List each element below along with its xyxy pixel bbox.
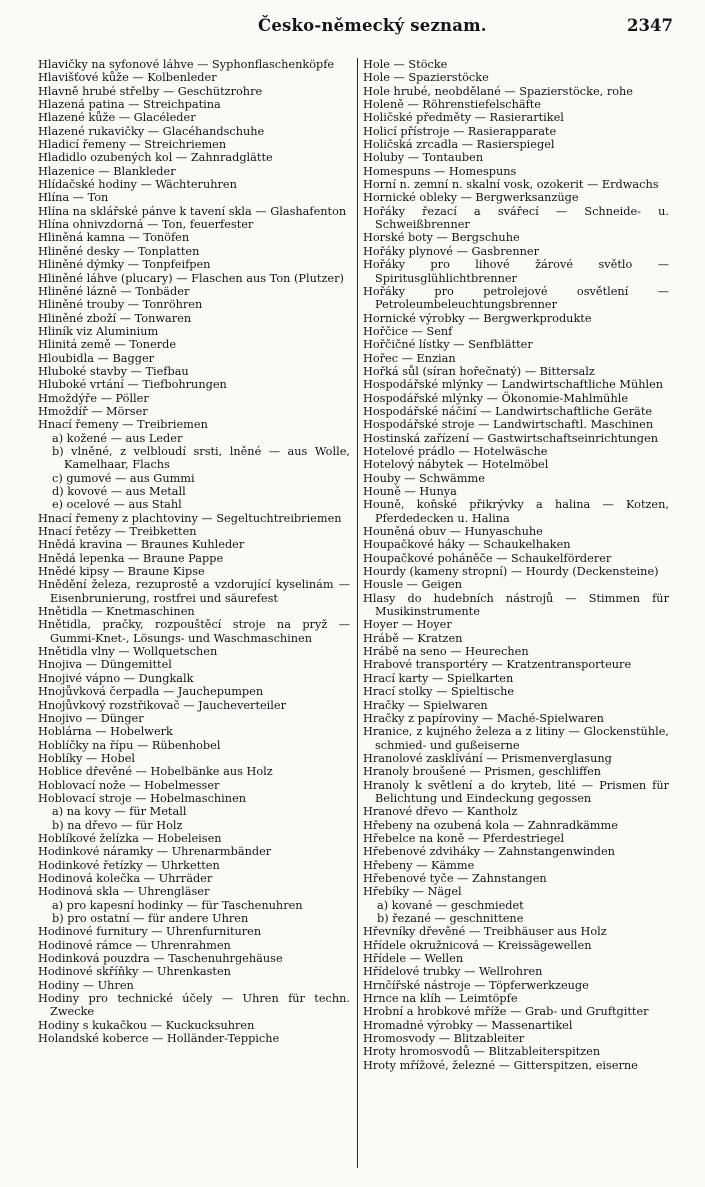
index-entry: Hrobní a hrobkové mříže — Grab- und Gruftgitter bbox=[363, 1005, 649, 1019]
index-entry: Holičské předměty — Rasierartikel bbox=[363, 111, 564, 125]
index-entry: Hlazené rukavičky — Glacéhandschuhe bbox=[38, 124, 265, 138]
index-entry: Hranoly broušené — Prismen, geschliffen bbox=[363, 765, 602, 779]
index-entry: Hodinkové řetízky — Uhrketten bbox=[38, 858, 220, 872]
index-entry: Hnědá kravina — Braunes Kuhleder bbox=[38, 538, 245, 552]
index-entry: Hřevníky dřevěné — Treibhäuser aus Holz bbox=[363, 925, 607, 939]
index-entry: Hnědá lepenka — Braune Pappe bbox=[38, 551, 224, 565]
index-entry: Houněná obuv — Hunyaschuhe bbox=[363, 525, 543, 539]
index-entry: Hodinová kolečka — Uhrräder bbox=[38, 871, 213, 885]
index-entry: Horní n. zemní n. skalní vosk, ozokerit — Erdwachs bbox=[363, 178, 659, 192]
index-entry: Hranolové zasklívání — Prismenverglasung bbox=[363, 751, 612, 765]
index-entry: Hotelové prádlo — Hotelwäsche bbox=[363, 444, 548, 458]
index-entry: Hodinové skříňky — Uhrenkasten bbox=[38, 965, 231, 979]
index-entry: Hořáky plynové — Gasbrenner bbox=[363, 244, 539, 258]
index-entry: Hnětidla — Knetmaschinen bbox=[38, 605, 195, 619]
index-entry: Hoblárna — Hobelwerk bbox=[38, 725, 173, 739]
index-entry: Hospodářské mlýnky — Ökonomie-Mahlmühle bbox=[363, 391, 629, 405]
index-entry: Hlavišťové kůže — Kolbenleder bbox=[38, 71, 217, 85]
index-entry: Hračky z papíroviny — Maché-Spielwaren bbox=[363, 711, 604, 725]
index-entry: Hoblíkové želízka — Hobeleisen bbox=[38, 831, 222, 845]
index-entry: Hřídele — Wellen bbox=[363, 952, 464, 966]
page-title: Česko-německý seznam. bbox=[258, 16, 487, 35]
index-entry: Hliněné zboží — Tonwaren bbox=[38, 311, 192, 325]
index-entry: b) řezané — geschnittene bbox=[377, 912, 524, 925]
index-entry: Housle — Geigen bbox=[363, 578, 463, 592]
index-entry: Hroty mřížové, železné — Gitterspitzen, eiserne bbox=[363, 1058, 638, 1072]
index-entry: Hnědění železa, rezuprostě a vzdorující kyselinám — Eisenbrunierung, rostfrei und säurefest bbox=[38, 578, 350, 605]
index-entry: Hliněné desky — Tonplatten bbox=[38, 244, 200, 258]
index-entry: Hole — Stöcke bbox=[363, 58, 448, 71]
index-entry: Hořáky pro petrolejové osvětlení — Petroleumbeleuchtungsbrenner bbox=[363, 284, 669, 312]
index-entry: Hromosvody — Blitzableiter bbox=[363, 1032, 525, 1046]
index-entry: Holeně — Röhrenstiefelschäfte bbox=[363, 98, 541, 112]
index-entry: Hranové dřevo — Kantholz bbox=[363, 805, 518, 819]
index-entry: Hrabové transportéry — Kratzentransporteure bbox=[363, 658, 632, 672]
index-entry: Hladicí řemeny — Streichriemen bbox=[38, 138, 227, 152]
index-entry: Hostinská zařízení — Gastwirtschaftseinrichtungen bbox=[363, 431, 658, 445]
index-entry: Hliněné trouby — Tonröhren bbox=[38, 298, 203, 312]
index-entry: Hlídačské hodiny — Wächteruhren bbox=[38, 178, 237, 192]
index-entry: Houpačkové poháněče — Schaukelförderer bbox=[363, 551, 612, 565]
index-entry: Hlazené kůže — Glacéleder bbox=[38, 111, 196, 125]
index-entry: Hoblovací nože — Hobelmesser bbox=[38, 778, 220, 792]
index-entry: Hřebíky — Nägel bbox=[363, 885, 462, 899]
index-entry: Holicí přístroje — Rasierapparate bbox=[363, 124, 557, 138]
index-entry: Hořec — Enzian bbox=[363, 351, 456, 365]
index-entry: Hornické výrobky — Bergwerkprodukte bbox=[363, 311, 592, 325]
index-entry: Hourdy (kameny stropní) — Hourdy (Deckensteine) bbox=[363, 565, 659, 579]
index-entry: Hospodářské náčiní — Landwirtschaftliche Geräte bbox=[363, 404, 653, 418]
index-entry: Hlína — Ton bbox=[38, 191, 109, 205]
index-entry: Hřídele okružnicová — Kreissägewellen bbox=[363, 938, 592, 952]
index-entry: Hrábě — Kratzen bbox=[363, 631, 463, 645]
index-entry: c) gumové — aus Gummi bbox=[52, 471, 195, 485]
index-entry: Hmoždíř — Mörser bbox=[38, 404, 148, 418]
index-entry: d) kovové — aus Metall bbox=[52, 485, 186, 498]
index-entry: Homespuns — Homespuns bbox=[363, 164, 517, 178]
right-column bbox=[363, 58, 669, 1072]
index-entry: Hlazená patina — Streichpatina bbox=[38, 98, 221, 112]
index-entry: Hodinková pouzdra — Taschenuhrgehäuse bbox=[38, 952, 283, 966]
index-entry: Hromadné výrobky — Massenartikel bbox=[363, 1018, 573, 1032]
index-entry: Hliník viz Aluminium bbox=[38, 324, 159, 338]
index-entry: Hlasy do hudebních nástrojů — Stimmen für Musikinstrumente bbox=[363, 591, 669, 619]
index-entry: Hřebeny na ozubená kola — Zahnradkämme bbox=[363, 818, 618, 832]
index-entry: Hloubidla — Bagger bbox=[38, 351, 155, 365]
index-entry: Hodiny — Uhren bbox=[38, 978, 134, 992]
index-entry: Hnojiva — Düngemittel bbox=[38, 658, 172, 672]
index-entry: Hliněné dýmky — Tonpfeifpen bbox=[38, 258, 211, 272]
index-entry: Hořká sůl (síran hořečnatý) — Bittersalz bbox=[363, 364, 595, 378]
index-entry: b) na dřevo — für Holz bbox=[52, 818, 183, 832]
index-entry: Hlinitá země — Tonerde bbox=[38, 338, 177, 352]
page-number: 2347 bbox=[627, 16, 673, 35]
column-divider bbox=[357, 58, 358, 1168]
index-entry: a) kované — geschmiedet bbox=[377, 898, 524, 912]
index-entry: Hlína ohnivzdorná — Ton, feuerfester bbox=[38, 218, 254, 232]
index-entry: a) na kovy — für Metall bbox=[52, 805, 187, 819]
index-entry: Hnací řetězy — Treibketten bbox=[38, 525, 197, 539]
index-entry: Horské boty — Bergschuhe bbox=[363, 231, 520, 245]
index-entry: Hotelový nábytek — Hotelmöbel bbox=[363, 458, 549, 472]
index-entry: Hrací karty — Spielkarten bbox=[363, 671, 514, 685]
index-entry: a) kožené — aus Leder bbox=[52, 431, 183, 445]
index-entry: Hoyer — Hoyer bbox=[363, 618, 452, 632]
index-entry: Hodinkové náramky — Uhrenarmbänder bbox=[38, 845, 272, 859]
index-entry: b) pro ostatní — für andere Uhren bbox=[52, 912, 249, 925]
index-entry: Hlína na sklářské pánve k tavení skla — Glashafenton bbox=[38, 204, 347, 218]
index-entry: Hnojivé vápno — Dungkalk bbox=[38, 671, 194, 685]
index-entry: Hnojůvková čerpadla — Jauchepumpen bbox=[38, 685, 264, 699]
index-entry: Hořčice — Senf bbox=[363, 324, 453, 338]
index-entry: Hnací řemeny — Treibriemen bbox=[38, 418, 208, 432]
index-entry: Hrnce na klíh — Leimtöpfe bbox=[363, 992, 518, 1006]
index-entry: Hodiny pro technické účely — Uhren für techn. Zwecke bbox=[38, 992, 350, 1019]
index-entry: Hořáky řezací a svářecí — Schneide- u. Schweißbrenner bbox=[363, 204, 669, 232]
index-entry: Hnací řemeny z plachtoviny — Segeltuchtreibriemen bbox=[38, 511, 342, 525]
index-entry: Hnětidla, pračky, rozpouštěcí stroje na pryž — Gummi-Knet-, Lösungs- und Waschmaschinen bbox=[38, 618, 350, 645]
index-entry: Hliněná kamna — Tonöfen bbox=[38, 231, 190, 245]
index-entry: Hospodářské stroje — Landwirtschaftl. Maschinen bbox=[363, 418, 654, 432]
index-entry: Hlavně hrubé střelby — Geschützrohre bbox=[38, 84, 263, 98]
index-entry: Hřebenové tyče — Zahnstangen bbox=[363, 871, 547, 885]
index-entry: Hořčičné lístky — Senfblätter bbox=[363, 338, 533, 352]
index-entry: Hnědé kipsy — Braune Kipse bbox=[38, 565, 205, 579]
index-entry: Hlazenice — Blankleder bbox=[38, 164, 176, 178]
index-entry: Hřebeny — Kämme bbox=[363, 858, 475, 872]
index-entry: Hoblovací stroje — Hobelmaschinen bbox=[38, 791, 247, 805]
index-entry: Hlavičky na syfonové láhve — Syphonflaschenköpfe bbox=[38, 58, 335, 71]
index-entry: Hospodářské mlýnky — Landwirtschaftliche Mühlen bbox=[363, 378, 664, 392]
index-entry: Houně — Hunya bbox=[363, 485, 457, 498]
index-entry: Hodinové rámce — Uhrenrahmen bbox=[38, 938, 231, 952]
page-header bbox=[0, 10, 705, 40]
index-entry: Hluboké vrtání — Tiefbohrungen bbox=[38, 378, 227, 392]
index-entry: Hranoly k světlení a do kryteb, lité — Prismen für Belichtung und Eindeckung gegossen bbox=[363, 778, 669, 805]
index-entry: a) pro kapesní hodinky — für Taschenuhren bbox=[52, 898, 303, 912]
index-entry: Hluboké stavby — Tiefbau bbox=[38, 364, 189, 378]
index-entry: Hnojivo — Dünger bbox=[38, 711, 144, 725]
index-entry: Hole — Spazierstöcke bbox=[363, 71, 489, 85]
index-entry: Hodinové furnitury — Uhrenfurnituren bbox=[38, 925, 262, 939]
index-entry: Hranice, z kujného železa a z litiny — Glockenstühle, schmied- und gußeiserne bbox=[363, 725, 669, 752]
index-entry: Hladidlo ozubených kol — Zahnradglätte bbox=[38, 151, 273, 165]
index-entry: Houby — Schwämme bbox=[363, 471, 485, 485]
index-entry: Houpačkové háky — Schaukelhaken bbox=[363, 538, 571, 552]
index-entry: Hřebenové zdviháky — Zahnstangenwinden bbox=[363, 845, 615, 859]
index-entry: Hoblíky — Hobel bbox=[38, 751, 135, 765]
index-entry: Hnojůvkový rozstřikovač — Jaucheverteiler bbox=[38, 698, 286, 712]
index-entry: Hrnčířské nástroje — Töpferwerkzeuge bbox=[363, 978, 589, 992]
index-entry: Hornické obleky — Bergwerksanzüge bbox=[363, 191, 579, 205]
index-entry: Holičská zrcadla — Rasierspiegel bbox=[363, 138, 555, 152]
index-entry: Hrací stolky — Spieltische bbox=[363, 685, 515, 699]
index-entry: Hřídelové trubky — Wellrohren bbox=[363, 965, 543, 979]
index-entry: Hole hrubé, neobdělané — Spazierstöcke, rohe bbox=[363, 84, 633, 98]
index-entry: Hoblice dřevěné — Hobelbänke aus Holz bbox=[38, 765, 273, 779]
index-entry: Hliněné lázně — Tonbäder bbox=[38, 284, 190, 298]
index-entry: Hoblíčky na řípu — Rübenhobel bbox=[38, 738, 221, 752]
index-entry: Holandské koberce — Holländer-Teppiche bbox=[38, 1032, 280, 1046]
index-entry: e) ocelové — aus Stahl bbox=[52, 498, 182, 512]
index-entry: Hnětidla vlny — Wollquetschen bbox=[38, 645, 218, 659]
index-entry: Houně, koňské přikrývky a halina — Kotzen, Pferdedecken u. Halina bbox=[363, 498, 669, 525]
index-entry: Holuby — Tontauben bbox=[363, 151, 484, 165]
index-entry: Hračky — Spielwaren bbox=[363, 698, 488, 712]
index-entry: Hodiny s kukačkou — Kuckucksuhren bbox=[38, 1018, 255, 1032]
index-entry: Hroty hromosvodů — Blitzableiterspitzen bbox=[363, 1045, 601, 1059]
index-entry: Hmoždýře — Pöller bbox=[38, 391, 149, 405]
index-entry: Hodinová skla — Uhrengläser bbox=[38, 885, 210, 899]
index-entry: b) vlněné, z velbloudí srsti, lněné — aus Wolle, Kamelhaar, Flachs bbox=[52, 444, 350, 472]
left-column bbox=[38, 58, 350, 1045]
index-entry: Hliněné láhve (plucary) — Flaschen aus Ton (Plutzer) bbox=[38, 271, 344, 285]
index-entry: Hřebelce na koně — Pferdestriegel bbox=[363, 831, 565, 845]
index-entry: Hrábě na seno — Heurechen bbox=[363, 645, 529, 659]
index-entry: Hořáky pro lihové žárové světlo — Spiritusglühlichtbrenner bbox=[363, 258, 669, 285]
